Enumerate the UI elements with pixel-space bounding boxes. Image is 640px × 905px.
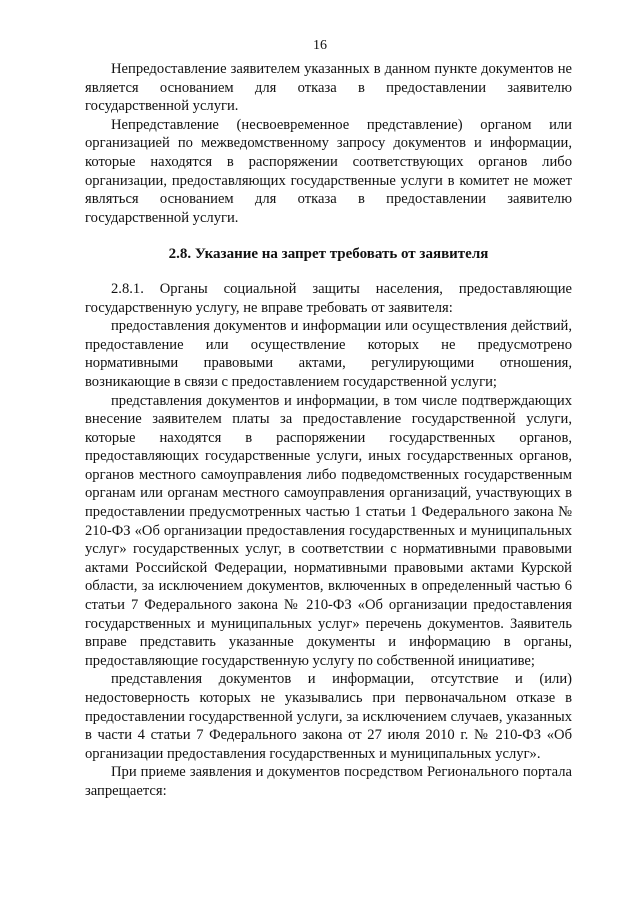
page-number: 16 <box>313 38 327 53</box>
paragraph-regional-portal: При приеме заявления и документов посредством Регионального портала запрещается: <box>85 764 572 799</box>
paragraph-invalid-documents: представления документов и информации, отсутствие и (или) недостоверность которых не указывались при первоначальном отказе в предоставлении государственной услуги, за исключением случаев, указанных в части 4 статьи 7 Федерального закона от 27 июля 2010 г. № 210-ФЗ «Об организации предоставления государственных и муниципальных услуг». <box>85 671 572 762</box>
section-heading: 2.8. Указание на запрет требовать от заявителя <box>168 246 489 263</box>
paragraph-provision-documents: предоставления документов и информации или осуществления действий, предоставление или осуществление которых не предусмотрено нормативными правовыми актами, регулирующими отношения, возникающие в связи с предоставлением государственной услуги; <box>85 318 572 390</box>
paragraph-2-8-1: 2.8.1. Органы социальной защиты населения, предоставляющие государственную услугу, не вправе требовать от заявителя: <box>85 280 572 316</box>
document-body <box>85 60 572 801</box>
paragraph-non-submission: Непредоставление заявителем указанных в данном пункте документов не является основанием для отказа в предоставлении заявителю государственной услуги. <box>85 61 572 115</box>
paragraph-submission-documents: представления документов и информации, в том числе подтверждающих внесение заявителем платы за предоставление государственной услуги, которые находятся в распоряжении государственных органов, предоставляющих государственные услуги, иных государственных органов, органов местного самоуправления либо подведомственных государственным органам или органам местного самоуправления организаций, участвующих в предоставлении предусмотренных частью 1 статьи 1 Федерального закона № 210-ФЗ «Об организации предоставления государственных и муниципальных услуг» государственных услуг, в соответствии с нормативными правовыми актами Российской Федерации, нормативными правовыми актами Курской области, за исключением документов, включенных в определенный частью 6 статьи 7 Федерального закона № 210-ФЗ «Об организации предоставления государственных и муниципальных услуг» перечень документов. Заявитель вправе представить указанные документы и информацию в органы, предоставляющие государственную услугу по собственной инициативе; <box>85 392 572 669</box>
paragraph-non-submission-interagency: Непредставление (несвоевременное представление) органом или организацией по межведомственному запросу документов и информации, которые находятся в распоряжении соответствующих органов либо организации, предоставляющих государственные услуги в комитет не может являться основанием для отказа в предоставлении заявителю государственной услуги. <box>85 116 572 226</box>
